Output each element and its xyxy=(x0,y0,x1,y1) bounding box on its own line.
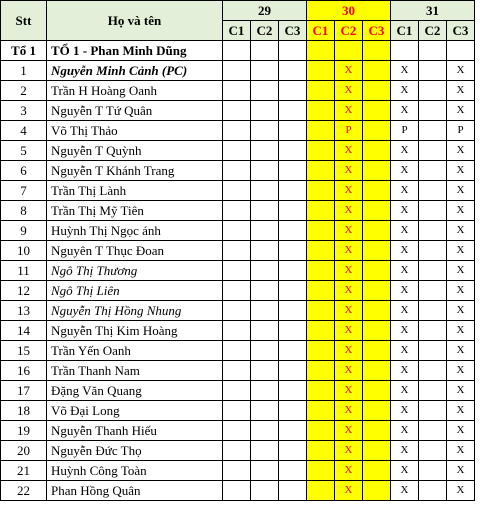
row-name: Ngô Thị Liên xyxy=(47,281,223,301)
cell-30-c1 xyxy=(307,141,335,161)
table-row xyxy=(1,421,475,441)
cell-30-c2: X xyxy=(335,461,363,481)
row-name: Nguyễn Thị Kim Hoàng xyxy=(47,321,223,341)
cell-31-c1: X xyxy=(391,481,419,501)
cell-29-c1 xyxy=(223,141,251,161)
shift-header-30-c3: C3 xyxy=(363,21,391,41)
day-header-30: 30 xyxy=(307,1,391,21)
cell xyxy=(307,41,335,61)
cell-29-c3 xyxy=(279,421,307,441)
row-stt: 2 xyxy=(1,81,47,101)
cell-30-c1 xyxy=(307,81,335,101)
cell-30-c3 xyxy=(363,181,391,201)
table-row xyxy=(1,321,475,341)
row-name: Trần Yến Oanh xyxy=(47,341,223,361)
cell-30-c1 xyxy=(307,161,335,181)
cell-30-c1 xyxy=(307,361,335,381)
cell-29-c1 xyxy=(223,261,251,281)
cell-30-c3 xyxy=(363,401,391,421)
header-row-days xyxy=(1,1,475,21)
cell-31-c2 xyxy=(419,81,447,101)
row-stt: 6 xyxy=(1,161,47,181)
cell-30-c3 xyxy=(363,61,391,81)
cell-29-c3 xyxy=(279,101,307,121)
cell-31-c1: X xyxy=(391,401,419,421)
cell-30-c1 xyxy=(307,401,335,421)
cell-29-c1 xyxy=(223,441,251,461)
cell-31-c1: X xyxy=(391,161,419,181)
table-row xyxy=(1,481,475,501)
cell-31-c2 xyxy=(419,101,447,121)
cell-29-c3 xyxy=(279,321,307,341)
cell xyxy=(223,41,251,61)
cell-30-c2: X xyxy=(335,341,363,361)
cell-29-c3 xyxy=(279,381,307,401)
row-name: Nguyễn T Tứ Quân xyxy=(47,101,223,121)
cell-30-c3 xyxy=(363,421,391,441)
cell-29-c3 xyxy=(279,481,307,501)
row-stt: 20 xyxy=(1,441,47,461)
cell-31-c3: X xyxy=(447,421,475,441)
cell-29-c2 xyxy=(251,341,279,361)
cell-29-c1 xyxy=(223,301,251,321)
cell-31-c2 xyxy=(419,161,447,181)
cell-29-c2 xyxy=(251,301,279,321)
table-row xyxy=(1,181,475,201)
cell-31-c2 xyxy=(419,121,447,141)
row-name: Trần H Hoàng Oanh xyxy=(47,81,223,101)
cell-30-c3 xyxy=(363,201,391,221)
row-name: Nguyễn Thanh Hiếu xyxy=(47,421,223,441)
cell-31-c1: X xyxy=(391,241,419,261)
table-row xyxy=(1,281,475,301)
cell-30-c1 xyxy=(307,121,335,141)
cell-31-c3: X xyxy=(447,201,475,221)
cell-31-c3: X xyxy=(447,141,475,161)
cell-31-c2 xyxy=(419,301,447,321)
row-stt: 14 xyxy=(1,321,47,341)
row-name: Võ Đại Long xyxy=(47,401,223,421)
row-stt: 22 xyxy=(1,481,47,501)
cell-30-c1 xyxy=(307,481,335,501)
cell-31-c3: X xyxy=(447,221,475,241)
cell-31-c3: X xyxy=(447,281,475,301)
cell-29-c3 xyxy=(279,241,307,261)
row-stt: 1 xyxy=(1,61,47,81)
cell-31-c3: X xyxy=(447,361,475,381)
table-row xyxy=(1,401,475,421)
cell-29-c3 xyxy=(279,301,307,321)
cell-31-c1: X xyxy=(391,221,419,241)
cell-29-c1 xyxy=(223,381,251,401)
cell-31-c3: X xyxy=(447,161,475,181)
cell-29-c1 xyxy=(223,61,251,81)
shift-header-29-c1: C1 xyxy=(223,21,251,41)
row-stt: 10 xyxy=(1,241,47,261)
cell-29-c1 xyxy=(223,101,251,121)
row-name: Trần Thị Lành xyxy=(47,181,223,201)
cell xyxy=(251,41,279,61)
cell-31-c1: X xyxy=(391,381,419,401)
cell-29-c3 xyxy=(279,441,307,461)
row-stt: 19 xyxy=(1,421,47,441)
cell xyxy=(363,41,391,61)
row-stt: 3 xyxy=(1,101,47,121)
cell-31-c1: X xyxy=(391,421,419,441)
shift-header-30-c2: C2 xyxy=(335,21,363,41)
cell-29-c2 xyxy=(251,121,279,141)
row-name: Võ Thị Thảo xyxy=(47,121,223,141)
cell-30-c2: X xyxy=(335,361,363,381)
cell-31-c1: X xyxy=(391,201,419,221)
table-row xyxy=(1,161,475,181)
cell-29-c3 xyxy=(279,401,307,421)
cell-30-c2: X xyxy=(335,61,363,81)
cell-29-c1 xyxy=(223,161,251,181)
row-stt: 7 xyxy=(1,181,47,201)
row-stt: 21 xyxy=(1,461,47,481)
table-row xyxy=(1,121,475,141)
cell-30-c1 xyxy=(307,301,335,321)
cell-31-c1: X xyxy=(391,141,419,161)
cell-30-c2: X xyxy=(335,141,363,161)
cell-29-c2 xyxy=(251,261,279,281)
table-row xyxy=(1,381,475,401)
cell-31-c3: X xyxy=(447,381,475,401)
cell-29-c2 xyxy=(251,281,279,301)
cell-30-c1 xyxy=(307,321,335,341)
cell-30-c3 xyxy=(363,121,391,141)
row-name: Huỳnh Thị Ngọc ánh xyxy=(47,221,223,241)
cell-29-c1 xyxy=(223,401,251,421)
cell-31-c2 xyxy=(419,321,447,341)
group-title: TỔ 1 - Phan Minh Dũng xyxy=(47,41,223,61)
row-name: Đặng Văn Quang xyxy=(47,381,223,401)
day-header-31: 31 xyxy=(391,1,475,21)
cell-30-c3 xyxy=(363,281,391,301)
cell-29-c3 xyxy=(279,221,307,241)
cell-31-c1: X xyxy=(391,261,419,281)
cell-31-c1: X xyxy=(391,341,419,361)
row-stt: 11 xyxy=(1,261,47,281)
cell-30-c1 xyxy=(307,441,335,461)
cell-29-c2 xyxy=(251,361,279,381)
shift-header-31-c2: C2 xyxy=(419,21,447,41)
day-header-29: 29 xyxy=(223,1,307,21)
cell-31-c2 xyxy=(419,381,447,401)
cell-29-c3 xyxy=(279,201,307,221)
stt-header: Stt xyxy=(1,1,47,41)
cell-29-c3 xyxy=(279,121,307,141)
group-stt: Tổ 1 xyxy=(1,41,47,61)
table-row xyxy=(1,341,475,361)
row-name: Huỳnh Công Toàn xyxy=(47,461,223,481)
row-stt: 18 xyxy=(1,401,47,421)
cell-30-c1 xyxy=(307,101,335,121)
cell-31-c2 xyxy=(419,461,447,481)
cell-30-c2: X xyxy=(335,101,363,121)
cell-29-c3 xyxy=(279,341,307,361)
cell-31-c2 xyxy=(419,341,447,361)
cell-29-c1 xyxy=(223,181,251,201)
row-name: Nguyễn Minh Cảnh (PC) xyxy=(47,61,223,81)
cell-31-c1: X xyxy=(391,81,419,101)
shift-header-29-c3: C3 xyxy=(279,21,307,41)
row-name: Nguyễn Thị Hồng Nhung xyxy=(47,301,223,321)
cell xyxy=(335,41,363,61)
cell-29-c2 xyxy=(251,101,279,121)
table-row xyxy=(1,141,475,161)
cell-31-c2 xyxy=(419,361,447,381)
table-row xyxy=(1,101,475,121)
table-row xyxy=(1,241,475,261)
cell-31-c3: X xyxy=(447,261,475,281)
cell-31-c3: X xyxy=(447,101,475,121)
row-stt: 13 xyxy=(1,301,47,321)
table-row xyxy=(1,201,475,221)
cell-31-c3: X xyxy=(447,441,475,461)
cell-30-c2: X xyxy=(335,221,363,241)
cell-30-c2: X xyxy=(335,161,363,181)
table-row xyxy=(1,441,475,461)
cell xyxy=(419,41,447,61)
cell-30-c1 xyxy=(307,381,335,401)
cell-31-c3: X xyxy=(447,81,475,101)
cell-31-c2 xyxy=(419,401,447,421)
cell-31-c3: X xyxy=(447,481,475,501)
cell-29-c3 xyxy=(279,261,307,281)
cell-29-c1 xyxy=(223,321,251,341)
cell-31-c1: X xyxy=(391,461,419,481)
cell-30-c1 xyxy=(307,281,335,301)
cell-31-c2 xyxy=(419,481,447,501)
cell-29-c2 xyxy=(251,461,279,481)
row-stt: 8 xyxy=(1,201,47,221)
cell-30-c2: X xyxy=(335,441,363,461)
table-row xyxy=(1,221,475,241)
shift-header-31-c1: C1 xyxy=(391,21,419,41)
cell-30-c1 xyxy=(307,341,335,361)
cell-30-c3 xyxy=(363,141,391,161)
row-name: Nguyễn Đức Thọ xyxy=(47,441,223,461)
cell-30-c2: X xyxy=(335,181,363,201)
cell-30-c2: X xyxy=(335,301,363,321)
cell-29-c2 xyxy=(251,381,279,401)
cell-31-c2 xyxy=(419,281,447,301)
cell-31-c2 xyxy=(419,441,447,461)
row-name: Nguyễn T Khánh Trang xyxy=(47,161,223,181)
cell-29-c2 xyxy=(251,181,279,201)
row-stt: 9 xyxy=(1,221,47,241)
cell-31-c1: X xyxy=(391,181,419,201)
cell-31-c2 xyxy=(419,61,447,81)
cell-31-c3: X xyxy=(447,341,475,361)
cell-30-c1 xyxy=(307,201,335,221)
cell-29-c1 xyxy=(223,241,251,261)
cell-31-c2 xyxy=(419,421,447,441)
cell-29-c3 xyxy=(279,81,307,101)
table-row xyxy=(1,301,475,321)
cell-31-c3: X xyxy=(447,241,475,261)
row-name: Nguyễn T Quỳnh xyxy=(47,141,223,161)
cell xyxy=(279,41,307,61)
cell-29-c3 xyxy=(279,161,307,181)
cell-30-c2: X xyxy=(335,421,363,441)
row-name: Trần Thanh Nam xyxy=(47,361,223,381)
cell-29-c2 xyxy=(251,441,279,461)
cell-29-c1 xyxy=(223,281,251,301)
row-name: Ngô Thị Thương xyxy=(47,261,223,281)
cell-30-c1 xyxy=(307,261,335,281)
cell-29-c1 xyxy=(223,121,251,141)
cell xyxy=(447,41,475,61)
cell-31-c1: X xyxy=(391,321,419,341)
cell-30-c3 xyxy=(363,461,391,481)
cell-30-c1 xyxy=(307,61,335,81)
cell-29-c2 xyxy=(251,421,279,441)
row-stt: 15 xyxy=(1,341,47,361)
cell-30-c2: X xyxy=(335,201,363,221)
cell-29-c1 xyxy=(223,461,251,481)
cell-30-c3 xyxy=(363,241,391,261)
cell-31-c1: X xyxy=(391,361,419,381)
cell-29-c2 xyxy=(251,161,279,181)
table-row xyxy=(1,461,475,481)
row-stt: 5 xyxy=(1,141,47,161)
cell-30-c1 xyxy=(307,461,335,481)
cell-30-c2: X xyxy=(335,281,363,301)
cell-30-c1 xyxy=(307,221,335,241)
cell-29-c1 xyxy=(223,201,251,221)
row-stt: 12 xyxy=(1,281,47,301)
cell-30-c3 xyxy=(363,261,391,281)
cell-29-c2 xyxy=(251,141,279,161)
row-name: Nguyên T Thục Đoan xyxy=(47,241,223,261)
cell-30-c2: P xyxy=(335,121,363,141)
shift-header-31-c3: C3 xyxy=(447,21,475,41)
cell-29-c1 xyxy=(223,421,251,441)
cell-31-c3: X xyxy=(447,301,475,321)
cell-31-c1: X xyxy=(391,61,419,81)
shift-header-30-c1: C1 xyxy=(307,21,335,41)
cell-31-c2 xyxy=(419,261,447,281)
cell-31-c1: X xyxy=(391,441,419,461)
table-row xyxy=(1,81,475,101)
cell-29-c2 xyxy=(251,481,279,501)
cell-31-c3: X xyxy=(447,401,475,421)
cell-31-c2 xyxy=(419,241,447,261)
shift-header-29-c2: C2 xyxy=(251,21,279,41)
row-stt: 17 xyxy=(1,381,47,401)
cell xyxy=(391,41,419,61)
cell-29-c1 xyxy=(223,341,251,361)
cell-31-c1: P xyxy=(391,121,419,141)
cell-30-c2: X xyxy=(335,401,363,421)
cell-29-c2 xyxy=(251,61,279,81)
cell-29-c3 xyxy=(279,361,307,381)
cell-30-c3 xyxy=(363,101,391,121)
cell-29-c2 xyxy=(251,201,279,221)
cell-29-c3 xyxy=(279,181,307,201)
cell-29-c1 xyxy=(223,361,251,381)
cell-30-c3 xyxy=(363,301,391,321)
cell-30-c3 xyxy=(363,381,391,401)
cell-29-c3 xyxy=(279,281,307,301)
cell-29-c1 xyxy=(223,481,251,501)
cell-29-c2 xyxy=(251,81,279,101)
cell-30-c3 xyxy=(363,441,391,461)
cell-30-c1 xyxy=(307,181,335,201)
cell-30-c2: X xyxy=(335,321,363,341)
row-stt: 16 xyxy=(1,361,47,381)
row-name: Trần Thị Mỹ Tiên xyxy=(47,201,223,221)
row-name: Phan Hồng Quân xyxy=(47,481,223,501)
cell-30-c3 xyxy=(363,221,391,241)
cell-30-c2: X xyxy=(335,81,363,101)
cell-29-c2 xyxy=(251,241,279,261)
group-row xyxy=(1,41,475,61)
cell-31-c2 xyxy=(419,201,447,221)
table-row xyxy=(1,361,475,381)
cell-31-c3: X xyxy=(447,181,475,201)
cell-29-c3 xyxy=(279,461,307,481)
cell-31-c1: X xyxy=(391,101,419,121)
cell-29-c3 xyxy=(279,141,307,161)
cell-29-c1 xyxy=(223,221,251,241)
cell-30-c3 xyxy=(363,321,391,341)
cell-31-c3: X xyxy=(447,321,475,341)
table-row xyxy=(1,61,475,81)
row-stt: 4 xyxy=(1,121,47,141)
cell-30-c1 xyxy=(307,421,335,441)
cell-30-c2: X xyxy=(335,261,363,281)
cell-30-c2: X xyxy=(335,381,363,401)
cell-29-c2 xyxy=(251,401,279,421)
cell-30-c2: X xyxy=(335,241,363,261)
name-header: Họ và tên xyxy=(47,1,223,41)
cell-30-c3 xyxy=(363,161,391,181)
cell-29-c3 xyxy=(279,61,307,81)
cell-29-c1 xyxy=(223,81,251,101)
cell-30-c3 xyxy=(363,81,391,101)
table-row xyxy=(1,261,475,281)
cell-31-c2 xyxy=(419,221,447,241)
cell-31-c1: X xyxy=(391,301,419,321)
cell-30-c3 xyxy=(363,341,391,361)
cell-31-c3: X xyxy=(447,61,475,81)
cell-31-c3: X xyxy=(447,461,475,481)
cell-31-c2 xyxy=(419,141,447,161)
cell-30-c2: X xyxy=(335,481,363,501)
cell-29-c2 xyxy=(251,221,279,241)
cell-29-c2 xyxy=(251,321,279,341)
cell-31-c3: P xyxy=(447,121,475,141)
cell-31-c1: X xyxy=(391,281,419,301)
cell-31-c2 xyxy=(419,181,447,201)
cell-30-c3 xyxy=(363,361,391,381)
cell-30-c1 xyxy=(307,241,335,261)
cell-30-c3 xyxy=(363,481,391,501)
